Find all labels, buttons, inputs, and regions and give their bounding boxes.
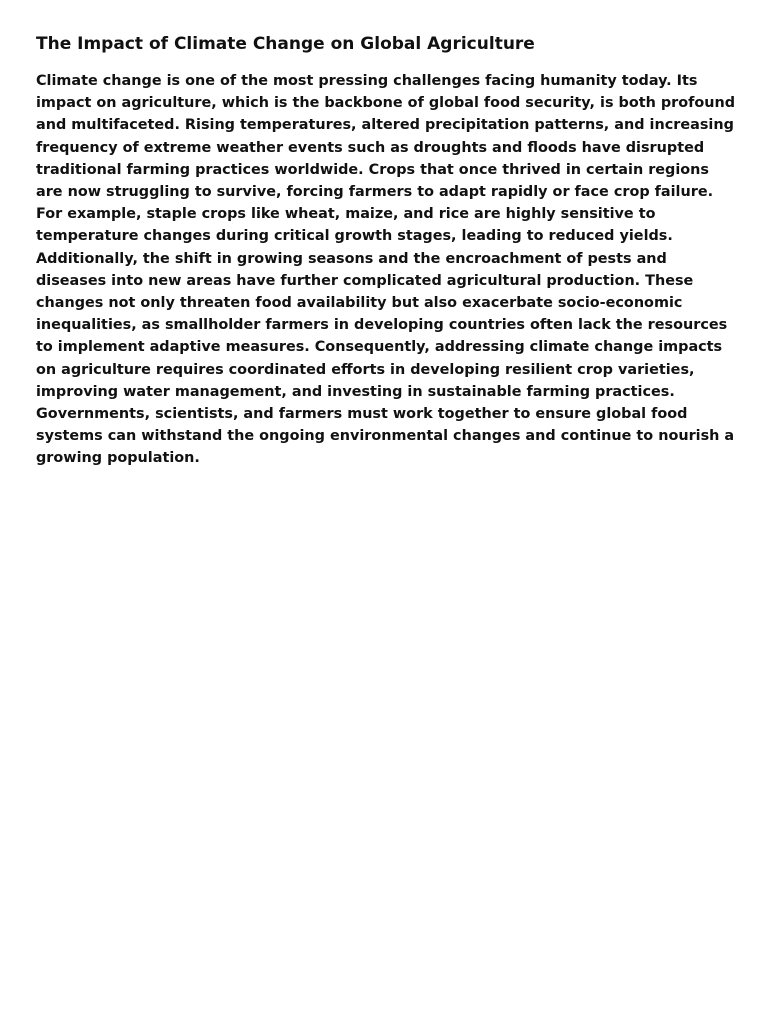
document-page: [36, 33, 736, 470]
page-title: The Impact of Climate Change on Global Agriculture: [36, 34, 535, 54]
body-paragraph: Climate change is one of the most pressing challenges facing humanity today. Its impact on agriculture, which is the backbone of global food security, is both profound and multifaceted. Rising temperatures, altered precipitation patterns, and increasing frequency of extreme weather events such as droughts and floods have disrupted traditional farming practices worldwide. Crops that once thrived in certain regions are now struggling to survive, forcing farmers to adapt rapidly or face crop failure. For example, staple crops like wheat, maize, and rice are highly sensitive to temperature changes during critical growth stages, leading to reduced yields. Additionally, the shift in growing seasons and the encroachment of pests and diseases into new areas have further complicated agricultural production. These changes not only threaten food availability but also exacerbate socio-economic inequalities, as smallholder farmers in developing countries often lack the resources to implement adaptive measures. Consequently, addressing climate change impacts on agriculture requires coordinated efforts in developing resilient crop varieties, improving water management, and investing in sustainable farming practices. Governments, scientists, and farmers must work together to ensure global food systems can withstand the ongoing environmental changes and continue to nourish a growing population.: [36, 73, 736, 467]
